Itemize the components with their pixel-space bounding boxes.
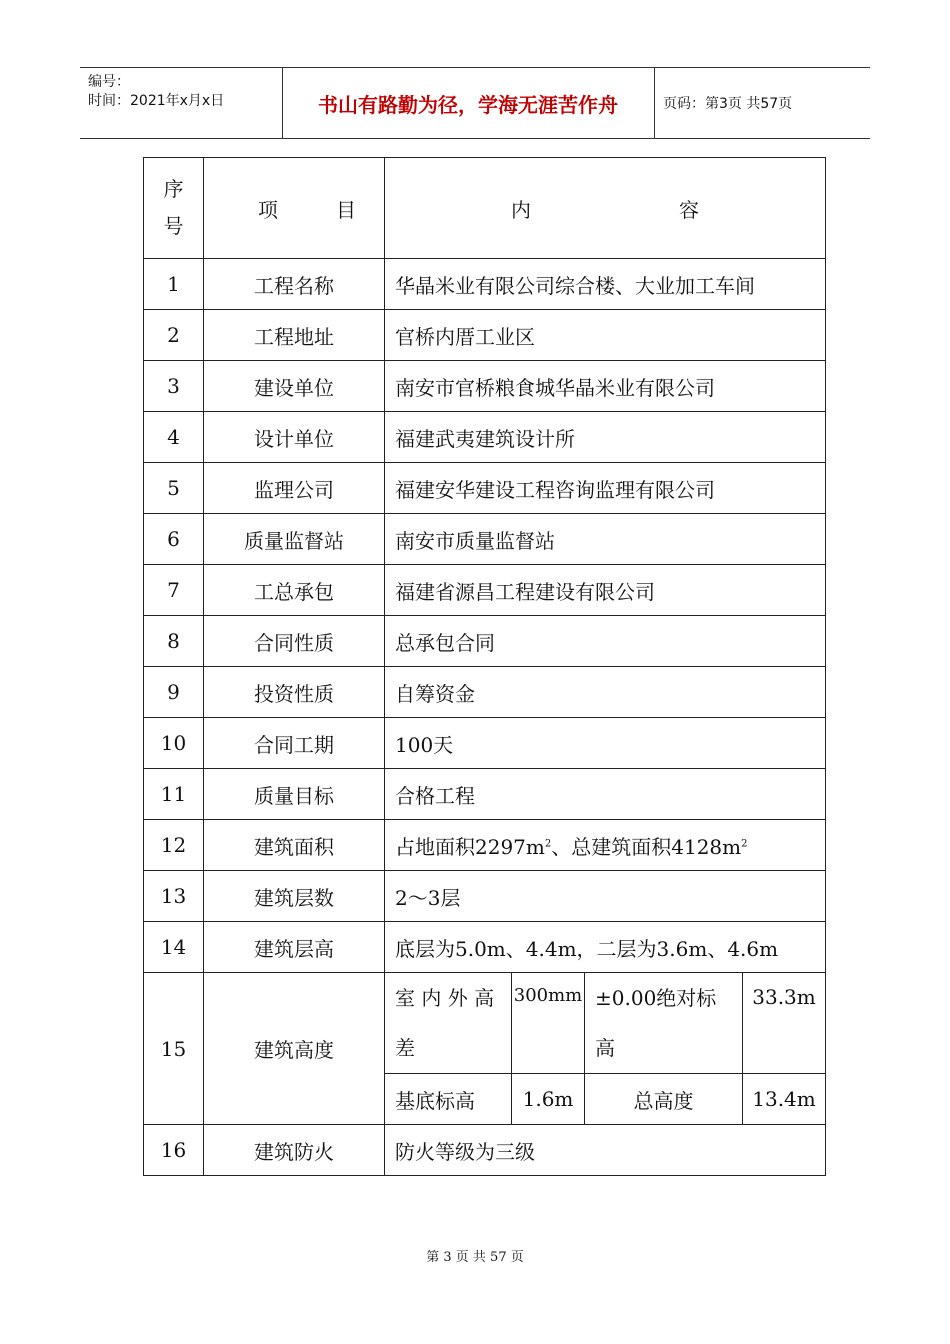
table-row [144, 565, 826, 616]
row-item: 工程名称 [204, 259, 385, 310]
row-item: 建筑面积 [204, 820, 385, 871]
row-num: 1 [144, 259, 204, 310]
code-label: 编号： [88, 74, 130, 90]
table-row [144, 871, 826, 922]
row-num: 16 [144, 1125, 204, 1176]
row-item: 建筑防火 [204, 1125, 385, 1176]
row-num: 11 [144, 769, 204, 820]
table-row [144, 1125, 826, 1176]
area-land: 占地面积2297m [395, 834, 545, 859]
row-num: 8 [144, 616, 204, 667]
row-content: 总承包合同 [385, 616, 826, 667]
table-row [144, 667, 826, 718]
sub-cell-abs-label [585, 973, 743, 1074]
page-header [80, 67, 870, 139]
table-row [144, 718, 826, 769]
page-footer: 第 3 页 共 57 页 [426, 1250, 524, 1265]
header-num-bottom: 号 [163, 214, 184, 238]
row-content: 合格工程 [385, 769, 826, 820]
row-item: 质量监督站 [204, 514, 385, 565]
row-num: 7 [144, 565, 204, 616]
row-content: 100天 [385, 718, 826, 769]
row-content: 底层为5.0m、4.4m，二层为3.6m、4.6m [385, 922, 826, 973]
row-content: 防火等级为三级 [385, 1125, 826, 1176]
row-item: 建设单位 [204, 361, 385, 412]
header-num-top: 序 [163, 177, 184, 201]
row-num: 6 [144, 514, 204, 565]
row-content: 福建武夷建筑设计所 [385, 412, 826, 463]
row-num: 2 [144, 310, 204, 361]
header-meta [80, 68, 283, 138]
table-row [144, 769, 826, 820]
row-content: 2～3层 [385, 871, 826, 922]
row-content [385, 820, 826, 871]
table-row [144, 310, 826, 361]
table-row [144, 412, 826, 463]
abs-label-top: ±0.00绝对标 [595, 986, 717, 1010]
header-content [385, 158, 826, 259]
row-content: 自筹资金 [385, 667, 826, 718]
row-num: 14 [144, 922, 204, 973]
header-num [144, 158, 204, 259]
sub-cell-total-value: 13.4m [743, 1074, 826, 1125]
row-item: 合同性质 [204, 616, 385, 667]
row-num: 15 [144, 973, 204, 1125]
header-content-b: 容 [679, 197, 699, 222]
row-item: 建筑层数 [204, 871, 385, 922]
area-total: 、总建筑面积4128m [551, 834, 742, 859]
row-item: 建筑层高 [204, 922, 385, 973]
row-item: 质量目标 [204, 769, 385, 820]
sub-cell-abs-value: 33.3m [743, 973, 826, 1074]
sub-cell-base-value: 1.6m [512, 1074, 585, 1125]
row-content: 南安市质量监督站 [385, 514, 826, 565]
table-row [144, 514, 826, 565]
table-row [144, 361, 826, 412]
table-header-row [144, 158, 826, 259]
row-content: 华晶米业有限公司综合楼、大业加工车间 [385, 259, 826, 310]
sub-cell-height-diff: 300mm [512, 973, 585, 1074]
row-num: 9 [144, 667, 204, 718]
sub-cell-base-label: 基底标高 [385, 1074, 512, 1125]
row-item: 工总承包 [204, 565, 385, 616]
row-num: 10 [144, 718, 204, 769]
row-content: 南安市官桥粮食城华晶米业有限公司 [385, 361, 826, 412]
row-num: 5 [144, 463, 204, 514]
area-total-sup: 2 [741, 837, 748, 849]
row-content: 官桥内厝工业区 [385, 310, 826, 361]
header-motto: 书山有路勤为径，学海无涯苦作舟 [282, 68, 655, 138]
table-row [144, 973, 826, 1074]
row-item: 设计单位 [204, 412, 385, 463]
time-label: 时间：2021年x月x日 [88, 93, 225, 109]
row-num: 13 [144, 871, 204, 922]
indoor-outdoor-top: 室 内 外 高 [395, 986, 495, 1010]
abs-label-bottom: 高 [595, 1036, 615, 1060]
table-row [144, 820, 826, 871]
area-land-sup: 2 [544, 837, 552, 849]
header-item [204, 158, 385, 259]
row-num: 4 [144, 412, 204, 463]
header-page-info: 页码：第3页 共57页 [663, 96, 793, 112]
header-item-a: 项 [258, 197, 278, 222]
row-item: 投资性质 [204, 667, 385, 718]
indoor-outdoor-bottom: 差 [395, 1036, 415, 1060]
row-content: 福建安华建设工程咨询监理有限公司 [385, 463, 826, 514]
header-content-a: 内 [511, 197, 531, 222]
table-row [144, 259, 826, 310]
row-item: 合同工期 [204, 718, 385, 769]
row-item: 监理公司 [204, 463, 385, 514]
project-info-table [143, 157, 826, 1176]
row-item: 建筑高度 [204, 973, 385, 1125]
sub-cell-indoor-outdoor [385, 973, 512, 1074]
table-row [144, 922, 826, 973]
row-item: 工程地址 [204, 310, 385, 361]
sub-cell-total-label: 总高度 [585, 1074, 743, 1125]
row-content: 福建省源昌工程建设有限公司 [385, 565, 826, 616]
table-row [144, 616, 826, 667]
header-item-b: 目 [336, 197, 356, 222]
row-num: 12 [144, 820, 204, 871]
table-row [144, 463, 826, 514]
row-num: 3 [144, 361, 204, 412]
